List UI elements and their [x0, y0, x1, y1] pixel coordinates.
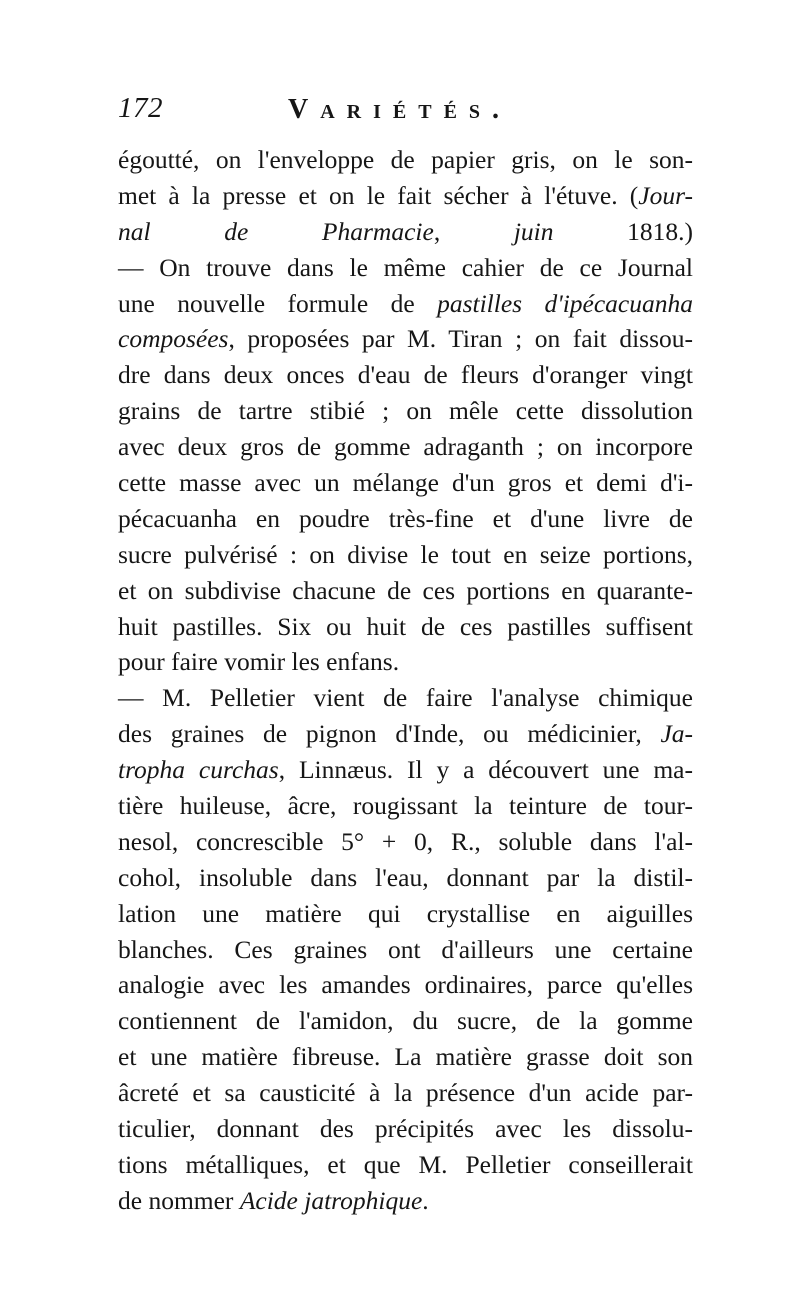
text-line: égoutté, on l'enveloppe de papier gris, on le son-: [118, 145, 693, 174]
text-line: sucre pulvérisé : on divise le tout en seize portions,: [118, 539, 693, 569]
text-line: pécacuanha en poudre très-fine et d'une livre de: [118, 503, 693, 533]
page-number: 172: [118, 92, 163, 124]
text-line: pour faire vomir les enfans.: [118, 647, 400, 677]
text-line: blanches. Ces graines ont d'ailleurs une certaine: [118, 934, 693, 964]
text-line: des graines de pignon d'Inde, ou médicinier, Ja-: [118, 719, 693, 749]
running-head: [118, 86, 678, 126]
text-line: tière huileuse, âcre, rougissant la teinture de tour-: [118, 791, 693, 821]
text-line: nal de Pharmacie, juin 1818.): [118, 216, 693, 246]
text-line: composées, proposées par M. Tiran ; on fait dissou-: [118, 324, 693, 354]
text-line: avec deux gros de gomme adraganth ; on incorpore: [118, 432, 693, 462]
section-title: Variétés.: [288, 94, 512, 125]
text-line: une nouvelle formule de pastilles d'ipécacuanha: [118, 288, 693, 318]
text-line: huit pastilles. Six ou huit de ces pastilles suffisent: [118, 611, 693, 641]
text-line: tions métalliques, et que M. Pelletier conseillerait: [118, 1149, 693, 1179]
text-line: dre dans deux onces d'eau de fleurs d'oranger vingt: [118, 360, 693, 390]
body-text: [118, 142, 693, 1219]
text-line: et on subdivise chacune de ces portions en quarante-: [118, 575, 693, 605]
text-line: ticulier, donnant des précipités avec les dissolu-: [118, 1114, 693, 1144]
text-line: met à la presse et on le fait sécher à l'étuve. (Jour-: [118, 180, 693, 210]
text-line: cohol, insoluble dans l'eau, donnant par la distil-: [118, 862, 693, 892]
text-line: lation une matière qui crystallise en aiguilles: [118, 898, 693, 928]
text-line: — M. Pelletier vient de faire l'analyse chimique: [118, 683, 693, 713]
text-line: analogie avec les amandes ordinaires, parce qu'elles: [118, 970, 693, 1000]
text-line: cette masse avec un mélange d'un gros et demi d'i-: [118, 468, 693, 498]
text-line: et une matière fibreuse. La matière grasse doit son: [118, 1042, 693, 1072]
text-line: — On trouve dans le même cahier de ce Journal: [118, 252, 693, 282]
text-line: tropha curchas, Linnæus. Il y a découvert une ma-: [118, 755, 693, 785]
text-line: de nommer Acide jatrophique.: [118, 1185, 429, 1215]
text-line: âcreté et sa causticité à la présence d'un acide par-: [118, 1078, 693, 1108]
text-line: nesol, concrescible 5° + 0, R., soluble dans l'al-: [118, 826, 693, 856]
text-line: grains de tartre stibié ; on mêle cette dissolution: [118, 396, 693, 426]
text-line: contiennent de l'amidon, du sucre, de la gomme: [118, 1006, 693, 1036]
